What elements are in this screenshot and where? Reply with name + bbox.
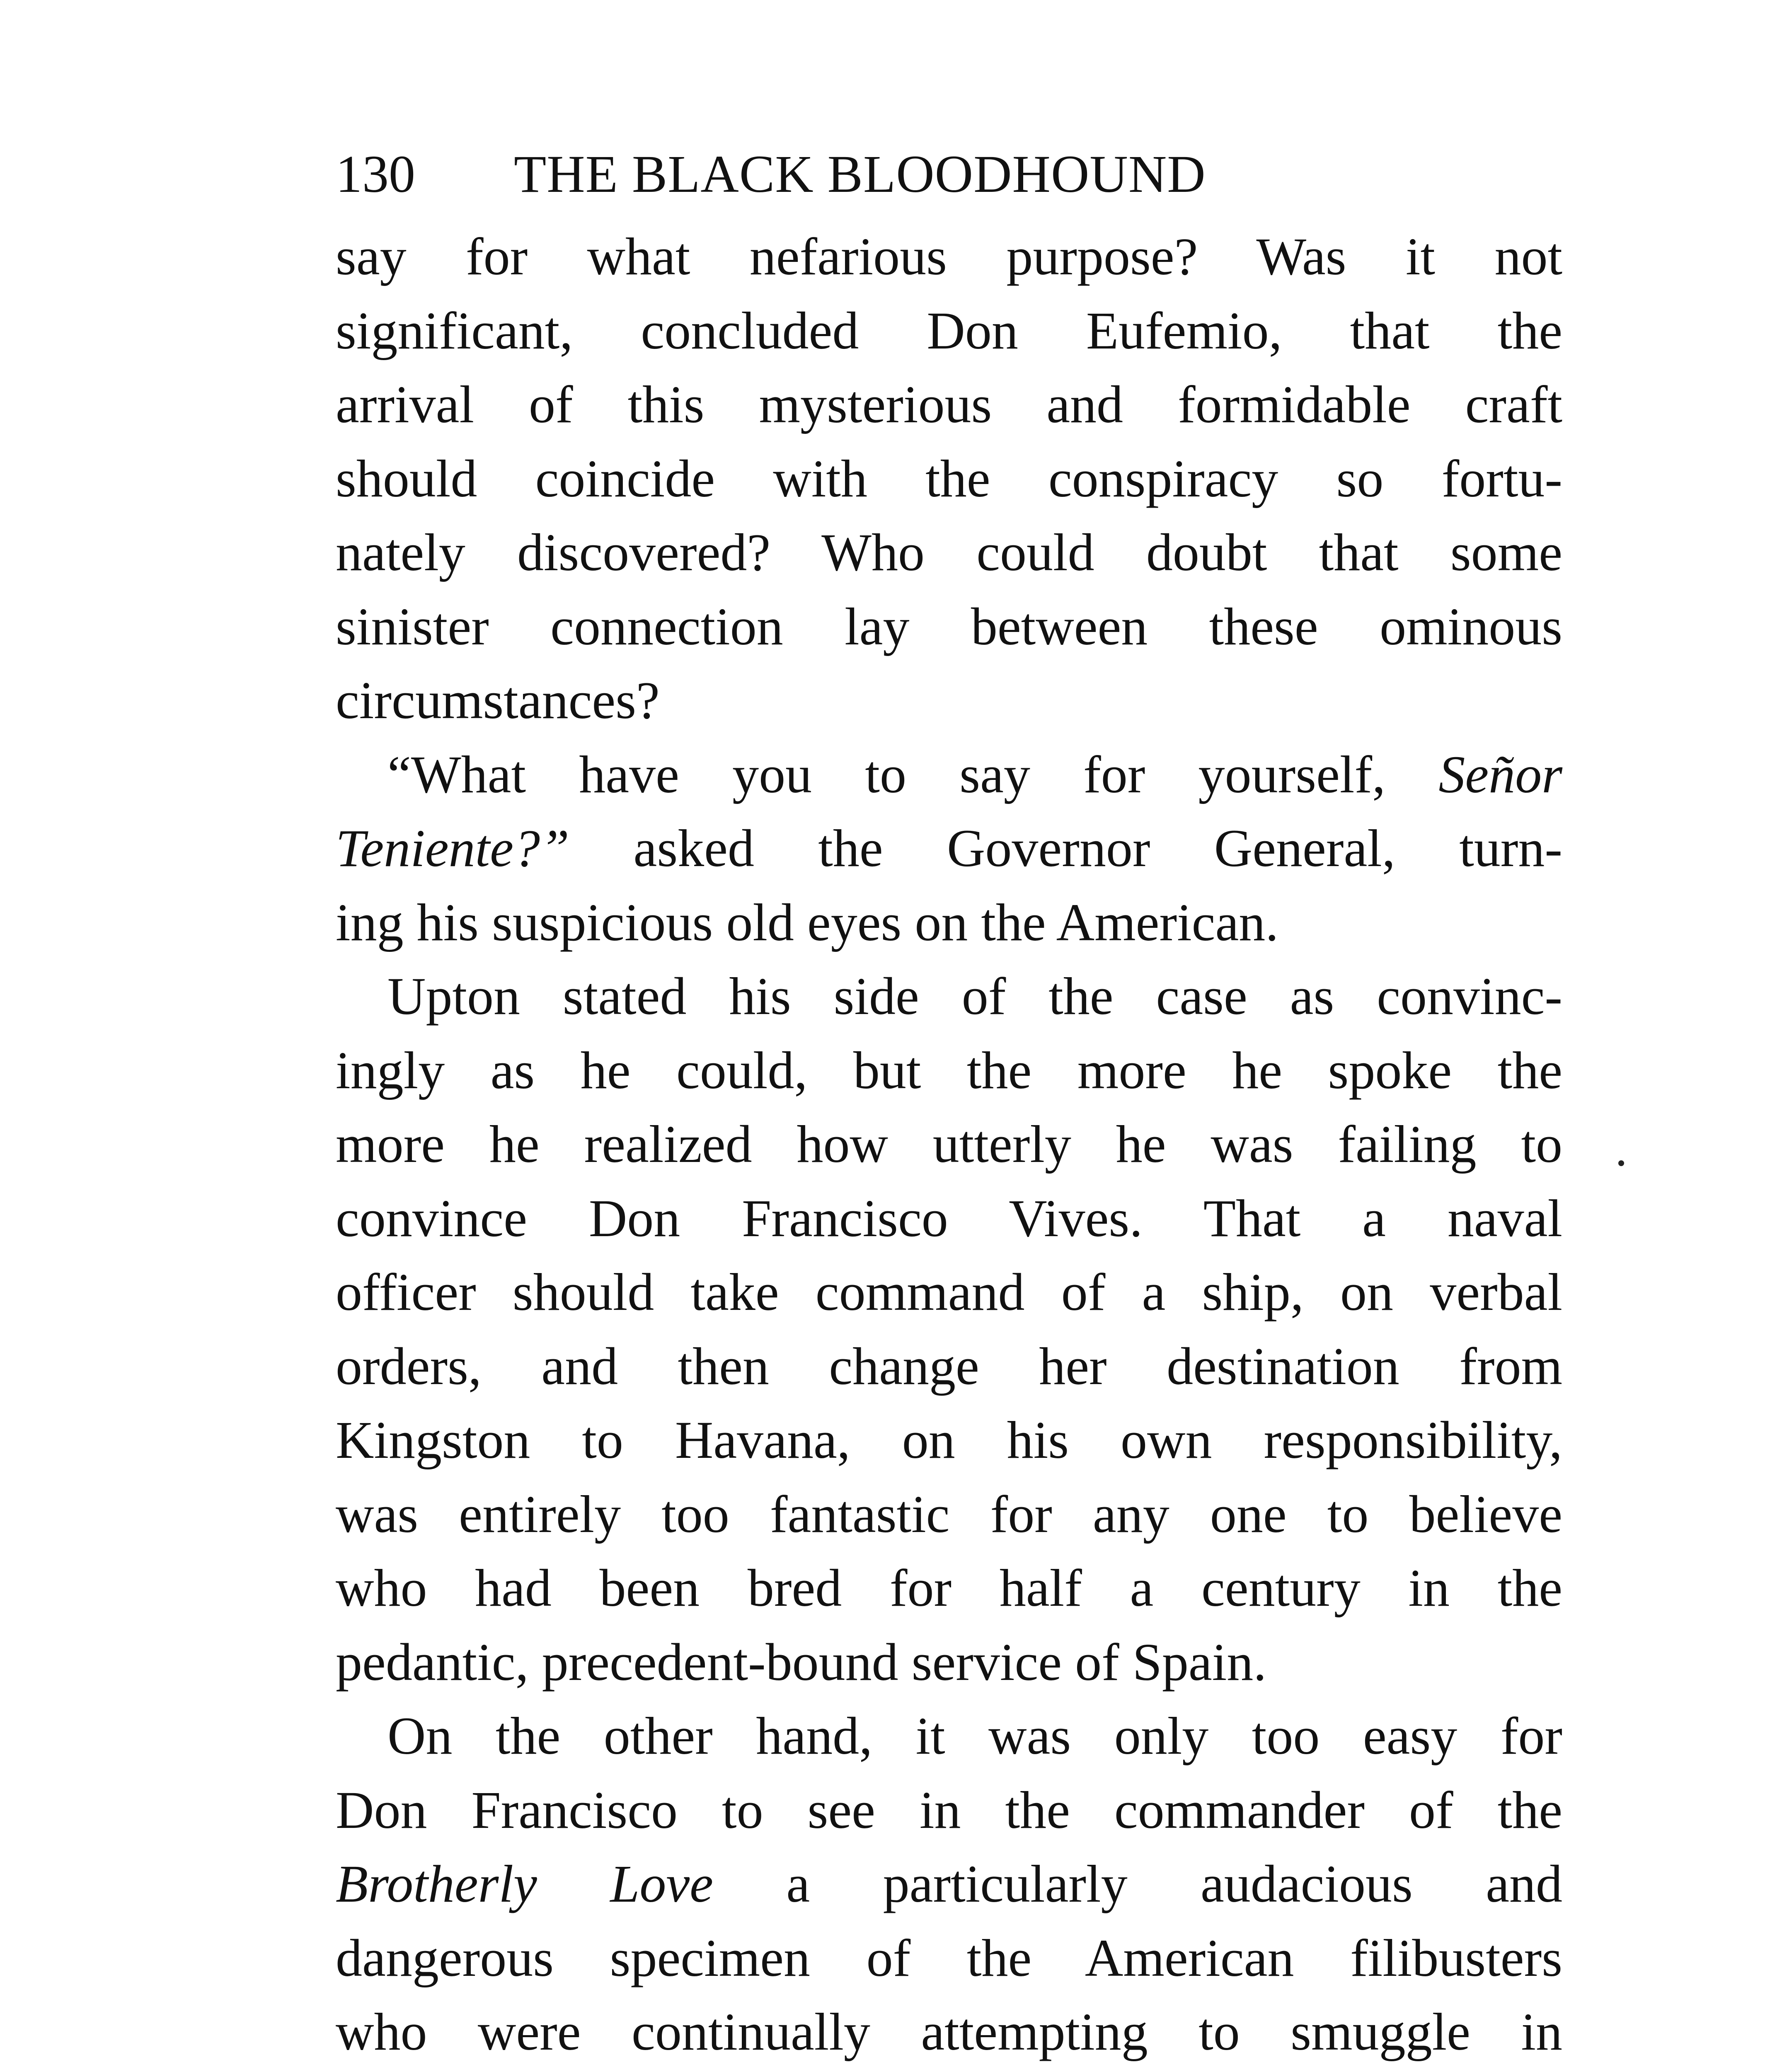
- text-line: who were continually attempting to smuggle in: [336, 2002, 1562, 2061]
- paragraph-4: [336, 1699, 1562, 2072]
- text-line: officer should take command of a ship, on verbal: [336, 1263, 1562, 1322]
- page-body: [336, 220, 1562, 2072]
- text-line: circumstances?: [336, 671, 660, 730]
- text-line: [336, 738, 1562, 812]
- text-line: [336, 1847, 1562, 1921]
- text-line: say for what nefarious purpose? Was it not: [336, 227, 1562, 286]
- ink-speck: [1618, 1160, 1624, 1166]
- text-line: more he realized how utterly he was failing to: [336, 1115, 1562, 1174]
- italic-text: Brotherly Love: [336, 1854, 714, 1913]
- text-line: should coincide with the conspiracy so fortu-: [336, 449, 1562, 508]
- text-line: convince Don Francisco Vives. That a naval: [336, 1188, 1562, 1248]
- text-line: ing his suspicious old eyes on the American.: [336, 893, 1279, 952]
- text-line: On the other hand, it was only too easy for: [387, 1706, 1562, 1765]
- text-line: Don Francisco to see in the commander of the: [336, 1780, 1562, 1840]
- text-run: “What have you to say for yourself,: [387, 745, 1439, 804]
- paragraph-3: [336, 959, 1562, 1699]
- text-run: asked the Governor General, turn-: [569, 819, 1562, 878]
- text-line: arrival of this mysterious and formidable craft: [336, 375, 1562, 434]
- paragraph-2: [336, 738, 1562, 960]
- text-line: was entirely too fantastic for any one to believe: [336, 1484, 1562, 1544]
- text-line: significant, concluded Don Eufemio, that the: [336, 301, 1562, 360]
- text-line: who had been bred for half a century in the: [336, 1559, 1562, 1617]
- text-line: Kingston to Havana, on his own responsibility,: [336, 1411, 1562, 1469]
- text-line: ingly as he could, but the more he spoke the: [336, 1041, 1562, 1100]
- italic-text: Señor: [1438, 745, 1562, 804]
- text-line: orders, and then change her destination from: [336, 1336, 1562, 1396]
- text-line: nately discovered? Who could doubt that some: [336, 523, 1562, 582]
- book-title: THE BLACK BLOODHOUND: [514, 145, 1206, 203]
- text-run: a particularly audacious and: [713, 1854, 1563, 1913]
- page-number: 130: [336, 145, 415, 203]
- running-head: [336, 137, 1579, 211]
- italic-text: Teniente?”: [336, 819, 570, 878]
- text-line: [336, 811, 1562, 886]
- text-line: sinister connection lay between these ominous: [336, 597, 1562, 656]
- text-line: pedantic, precedent-bound service of Spain.: [336, 1632, 1267, 1692]
- text-line: Upton stated his side of the case as convinc-: [387, 967, 1562, 1026]
- paragraph-1: [336, 220, 1562, 738]
- text-line: dangerous specimen of the American filibusters: [336, 1928, 1562, 1987]
- text-line: [336, 2069, 1562, 2072]
